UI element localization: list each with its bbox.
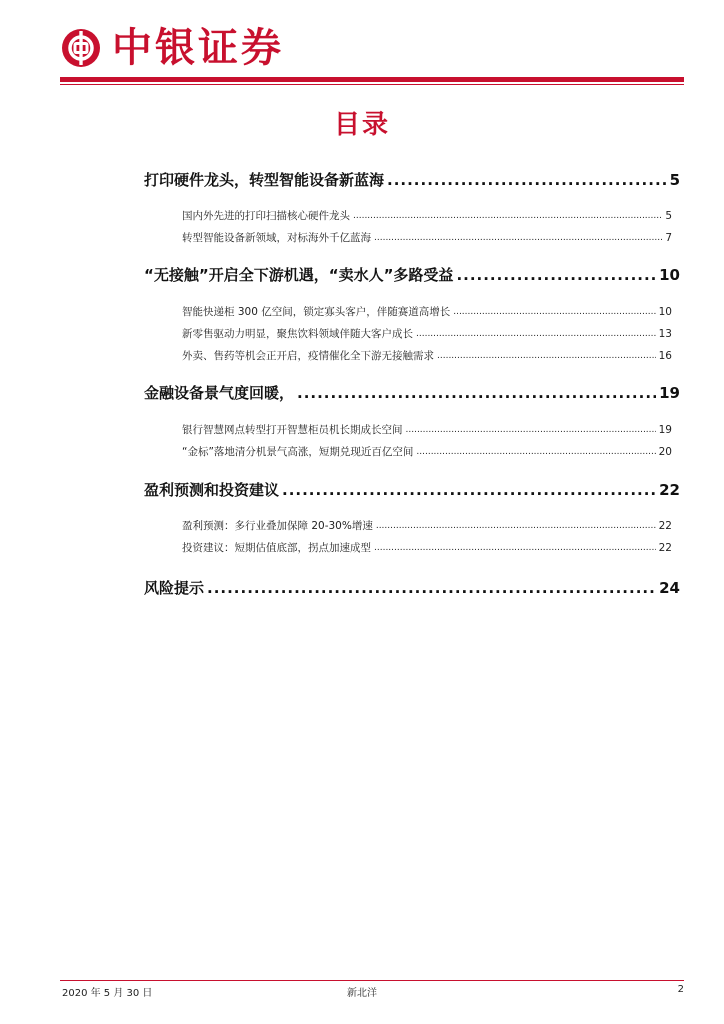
header-divider bbox=[60, 77, 684, 82]
toc-leader bbox=[374, 541, 656, 555]
toc-item-2-3[interactable] bbox=[182, 349, 672, 363]
toc-leader bbox=[297, 383, 656, 403]
toc-item-3-2[interactable] bbox=[182, 445, 672, 459]
toc-item-2-2[interactable] bbox=[182, 327, 672, 341]
page-number: 2 bbox=[677, 984, 684, 995]
toc-leader bbox=[353, 209, 662, 223]
toc-item-title: 银行智慧网点转型打开智慧柜员机长期成长空间 bbox=[182, 424, 403, 436]
toc-item-page: 10 bbox=[658, 306, 672, 318]
toc-section-1[interactable] bbox=[144, 170, 680, 190]
toc-leader bbox=[374, 231, 662, 245]
toc-item-page: 19 bbox=[658, 424, 672, 436]
toc-leader bbox=[437, 349, 656, 363]
toc-leader bbox=[416, 327, 656, 341]
toc-item-3-1[interactable] bbox=[182, 423, 672, 437]
toc-section-3[interactable] bbox=[144, 383, 680, 403]
toc-section-page: 19 bbox=[659, 384, 680, 402]
toc-section-title: 金融设备景气度回暖， bbox=[144, 384, 295, 402]
toc-section-title: 盈利预测和投资建议 bbox=[144, 481, 280, 499]
toc-leader bbox=[456, 265, 656, 285]
toc-item-page: 20 bbox=[658, 446, 672, 458]
footer-divider bbox=[60, 980, 684, 981]
toc-item-title: “金标”落地清分机景气高涨，短期兑现近百亿空间 bbox=[182, 446, 414, 458]
toc-leader bbox=[282, 480, 656, 500]
toc-item-title: 盈利预测：多行业叠加保障 20-30%增速 bbox=[182, 520, 373, 532]
toc-item-page: 22 bbox=[658, 542, 672, 554]
toc-leader bbox=[453, 305, 655, 319]
toc-item-title: 智能快递柜 300 亿空间，锁定寡头客户，伴随赛道高增长 bbox=[182, 306, 451, 318]
toc-section-4[interactable] bbox=[144, 480, 680, 500]
toc-section-page: 22 bbox=[659, 481, 680, 499]
toc-leader bbox=[207, 578, 656, 598]
header-divider-thin bbox=[60, 84, 684, 85]
footer-date: 2020 年 5 月 30 日 bbox=[62, 988, 153, 999]
toc-item-page: 13 bbox=[658, 328, 672, 340]
toc-leader bbox=[406, 423, 656, 437]
toc-item-title: 国内外先进的打印扫描核心硬件龙头 bbox=[182, 210, 350, 222]
footer-company: 新北洋 bbox=[347, 988, 377, 999]
toc-section-page: 24 bbox=[659, 579, 680, 597]
toc-leader bbox=[376, 519, 656, 533]
brand-name: 中银证券 bbox=[112, 24, 284, 71]
toc-item-1-2[interactable] bbox=[182, 231, 672, 245]
toc-leader bbox=[416, 445, 655, 459]
toc-item-title: 转型智能设备新领域，对标海外千亿蓝海 bbox=[182, 232, 371, 244]
boc-logo-icon bbox=[62, 29, 100, 67]
toc-section-page: 5 bbox=[669, 171, 680, 189]
toc-section-page: 10 bbox=[659, 266, 680, 284]
page-header bbox=[0, 0, 724, 84]
toc-section-title: 风险提示 bbox=[144, 579, 205, 597]
toc-section-2[interactable] bbox=[144, 265, 680, 285]
toc-item-page: 7 bbox=[665, 232, 672, 244]
toc-section-5[interactable] bbox=[144, 578, 680, 598]
toc-item-2-1[interactable] bbox=[182, 305, 672, 319]
toc-item-4-2[interactable] bbox=[182, 541, 672, 555]
toc-item-4-1[interactable] bbox=[182, 519, 672, 533]
toc-item-page: 22 bbox=[658, 520, 672, 532]
toc-item-page: 5 bbox=[665, 210, 672, 222]
toc-section-title: 打印硬件龙头，转型智能设备新蓝海 bbox=[144, 171, 385, 189]
toc-item-title: 外卖、售药等机会正开启，疫情催化全下游无接触需求 bbox=[182, 350, 434, 362]
toc-item-title: 新零售驱动力明显，聚焦饮料领域伴随大客户成长 bbox=[182, 328, 413, 340]
toc-section-title: “无接触”开启全下游机遇，“卖水人”多路受益 bbox=[144, 266, 454, 284]
toc-item-title: 投资建议：短期估值底部，拐点加速成型 bbox=[182, 542, 371, 554]
toc-item-page: 16 bbox=[658, 350, 672, 362]
toc-title: 目录 bbox=[333, 110, 390, 140]
toc-item-1-1[interactable] bbox=[182, 209, 672, 223]
toc-leader bbox=[387, 170, 667, 190]
